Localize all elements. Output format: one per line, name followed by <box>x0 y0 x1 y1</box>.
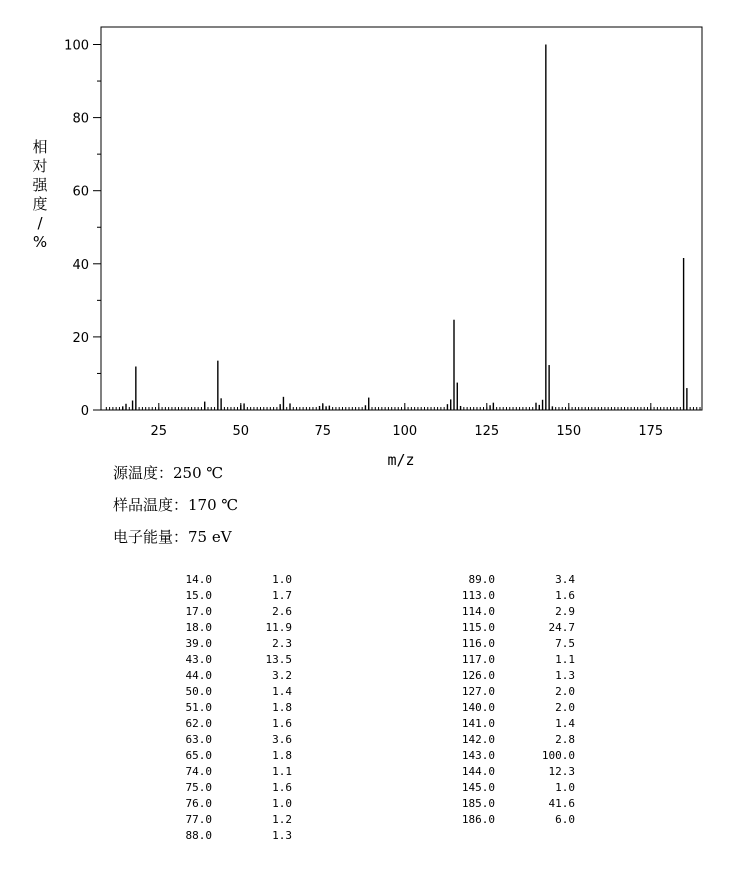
table-row <box>152 668 292 684</box>
y-axis-label <box>32 138 48 251</box>
mz-value: 43.0 <box>185 653 212 666</box>
y-label-char: 度 <box>32 195 48 213</box>
intensity-value: 2.0 <box>555 685 575 698</box>
mz-value: 117.0 <box>461 653 495 666</box>
mz-value: 186.0 <box>461 813 495 826</box>
electron-energy: 电子能量：75 eV <box>113 528 232 546</box>
x-tick-label: 50 <box>232 424 250 439</box>
table-row <box>435 748 575 764</box>
y-label-char: / <box>37 214 43 232</box>
mz-value: 74.0 <box>185 765 212 778</box>
intensity-value: 6.0 <box>555 813 575 826</box>
intensity-value: 1.7 <box>272 589 292 602</box>
intensity-value: 1.0 <box>272 573 292 586</box>
intensity-value: 1.8 <box>272 701 292 714</box>
mz-value: 76.0 <box>185 797 212 810</box>
intensity-value: 3.6 <box>272 733 292 746</box>
mz-value: 116.0 <box>461 637 495 650</box>
x-tick-label: 125 <box>474 424 500 439</box>
intensity-value: 1.2 <box>272 813 292 826</box>
mz-value: 44.0 <box>185 669 212 682</box>
table-row <box>152 716 292 732</box>
x-tick-label: 100 <box>392 424 418 439</box>
mz-value: 18.0 <box>185 621 212 634</box>
table-row <box>435 716 575 732</box>
intensity-value: 13.5 <box>265 653 292 666</box>
intensity-value: 1.6 <box>272 781 292 794</box>
intensity-value: 2.9 <box>555 605 575 618</box>
intensity-value: 1.4 <box>272 685 292 698</box>
mz-value: 77.0 <box>185 813 212 826</box>
intensity-value: 1.6 <box>555 589 575 602</box>
table-row <box>152 732 292 748</box>
table-row <box>152 588 292 604</box>
mz-value: 89.0 <box>468 573 495 586</box>
table-row <box>152 572 292 588</box>
intensity-value: 1.8 <box>272 749 292 762</box>
mz-value: 126.0 <box>461 669 495 682</box>
plot-frame <box>101 27 702 410</box>
peak-table-left <box>152 572 292 844</box>
table-row <box>435 572 575 588</box>
mz-value: 75.0 <box>185 781 212 794</box>
table-row <box>152 684 292 700</box>
mz-value: 50.0 <box>185 685 212 698</box>
table-row <box>152 700 292 716</box>
mz-value: 144.0 <box>461 765 495 778</box>
source-temperature: 源温度：250 ℃ <box>113 464 224 482</box>
table-row <box>435 668 575 684</box>
y-label-char: % <box>32 233 48 251</box>
y-tick-label: 40 <box>72 257 89 273</box>
x-tick-label: 150 <box>556 424 582 439</box>
mz-value: 145.0 <box>461 781 495 794</box>
mz-value: 62.0 <box>185 717 212 730</box>
mz-value: 15.0 <box>185 589 212 602</box>
intensity-value: 3.4 <box>555 573 575 586</box>
table-row <box>435 732 575 748</box>
y-label-char: 相 <box>32 138 48 156</box>
y-tick-label: 80 <box>72 111 89 127</box>
table-row <box>435 652 575 668</box>
mz-value: 140.0 <box>461 701 495 714</box>
intensity-value: 3.2 <box>272 669 292 682</box>
peak-table-right <box>435 572 575 828</box>
mz-value: 143.0 <box>461 749 495 762</box>
peaks <box>123 45 687 411</box>
x-tick-label: 75 <box>314 424 332 439</box>
intensity-value: 1.0 <box>555 781 575 794</box>
mz-value: 88.0 <box>185 829 212 842</box>
mz-value: 127.0 <box>461 685 495 698</box>
mz-value: 141.0 <box>461 717 495 730</box>
sample-temperature: 样品温度：170 ℃ <box>113 496 239 514</box>
mz-value: 142.0 <box>461 733 495 746</box>
table-row <box>152 828 292 844</box>
table-row <box>435 588 575 604</box>
intensity-value: 12.3 <box>548 765 575 778</box>
intensity-value: 11.9 <box>265 621 292 634</box>
intensity-value: 2.0 <box>555 701 575 714</box>
table-row <box>152 604 292 620</box>
table-row <box>435 684 575 700</box>
table-row <box>435 700 575 716</box>
table-row <box>152 796 292 812</box>
intensity-value: 41.6 <box>548 797 575 810</box>
y-tick-label: 20 <box>72 330 89 346</box>
mz-value: 14.0 <box>185 573 212 586</box>
mz-value: 113.0 <box>461 589 495 602</box>
mz-value: 115.0 <box>461 621 495 634</box>
y-label-char: 对 <box>32 157 48 175</box>
table-row <box>152 780 292 796</box>
table-row <box>435 620 575 636</box>
y-label-char: 强 <box>32 176 48 194</box>
table-row <box>152 748 292 764</box>
table-row <box>435 812 575 828</box>
y-tick-label: 0 <box>80 404 89 419</box>
y-tick-label: 100 <box>64 38 89 54</box>
mz-value: 114.0 <box>461 605 495 618</box>
mz-value: 39.0 <box>185 637 212 650</box>
table-row <box>435 636 575 652</box>
table-row <box>435 604 575 620</box>
x-tick-label: 25 <box>150 424 168 439</box>
mz-value: 63.0 <box>185 733 212 746</box>
intensity-value: 1.1 <box>272 765 292 778</box>
intensity-value: 7.5 <box>555 637 575 650</box>
table-row <box>152 764 292 780</box>
table-row <box>435 796 575 812</box>
y-axis-ticks <box>64 39 101 420</box>
y-tick-label: 60 <box>72 184 89 200</box>
table-row <box>152 620 292 636</box>
mz-value: 17.0 <box>185 605 212 618</box>
mz-value: 185.0 <box>461 797 495 810</box>
intensity-value: 24.7 <box>548 621 575 634</box>
intensity-value: 1.3 <box>555 669 575 682</box>
table-row <box>152 636 292 652</box>
intensity-value: 1.6 <box>272 717 292 730</box>
table-row <box>152 652 292 668</box>
intensity-value: 2.6 <box>272 605 292 618</box>
x-axis-label: m/z <box>387 451 415 469</box>
intensity-value: 1.1 <box>555 653 575 666</box>
intensity-value: 2.8 <box>555 733 575 746</box>
intensity-value: 1.4 <box>555 717 575 730</box>
intensity-value: 2.3 <box>272 637 292 650</box>
intensity-value: 1.0 <box>272 797 292 810</box>
mz-value: 51.0 <box>185 701 212 714</box>
intensity-value: 100.0 <box>541 749 575 762</box>
table-row <box>435 764 575 780</box>
mz-value: 65.0 <box>185 749 212 762</box>
table-row <box>152 812 292 828</box>
intensity-value: 1.3 <box>272 829 292 842</box>
x-tick-label: 175 <box>638 424 664 439</box>
table-row <box>435 780 575 796</box>
